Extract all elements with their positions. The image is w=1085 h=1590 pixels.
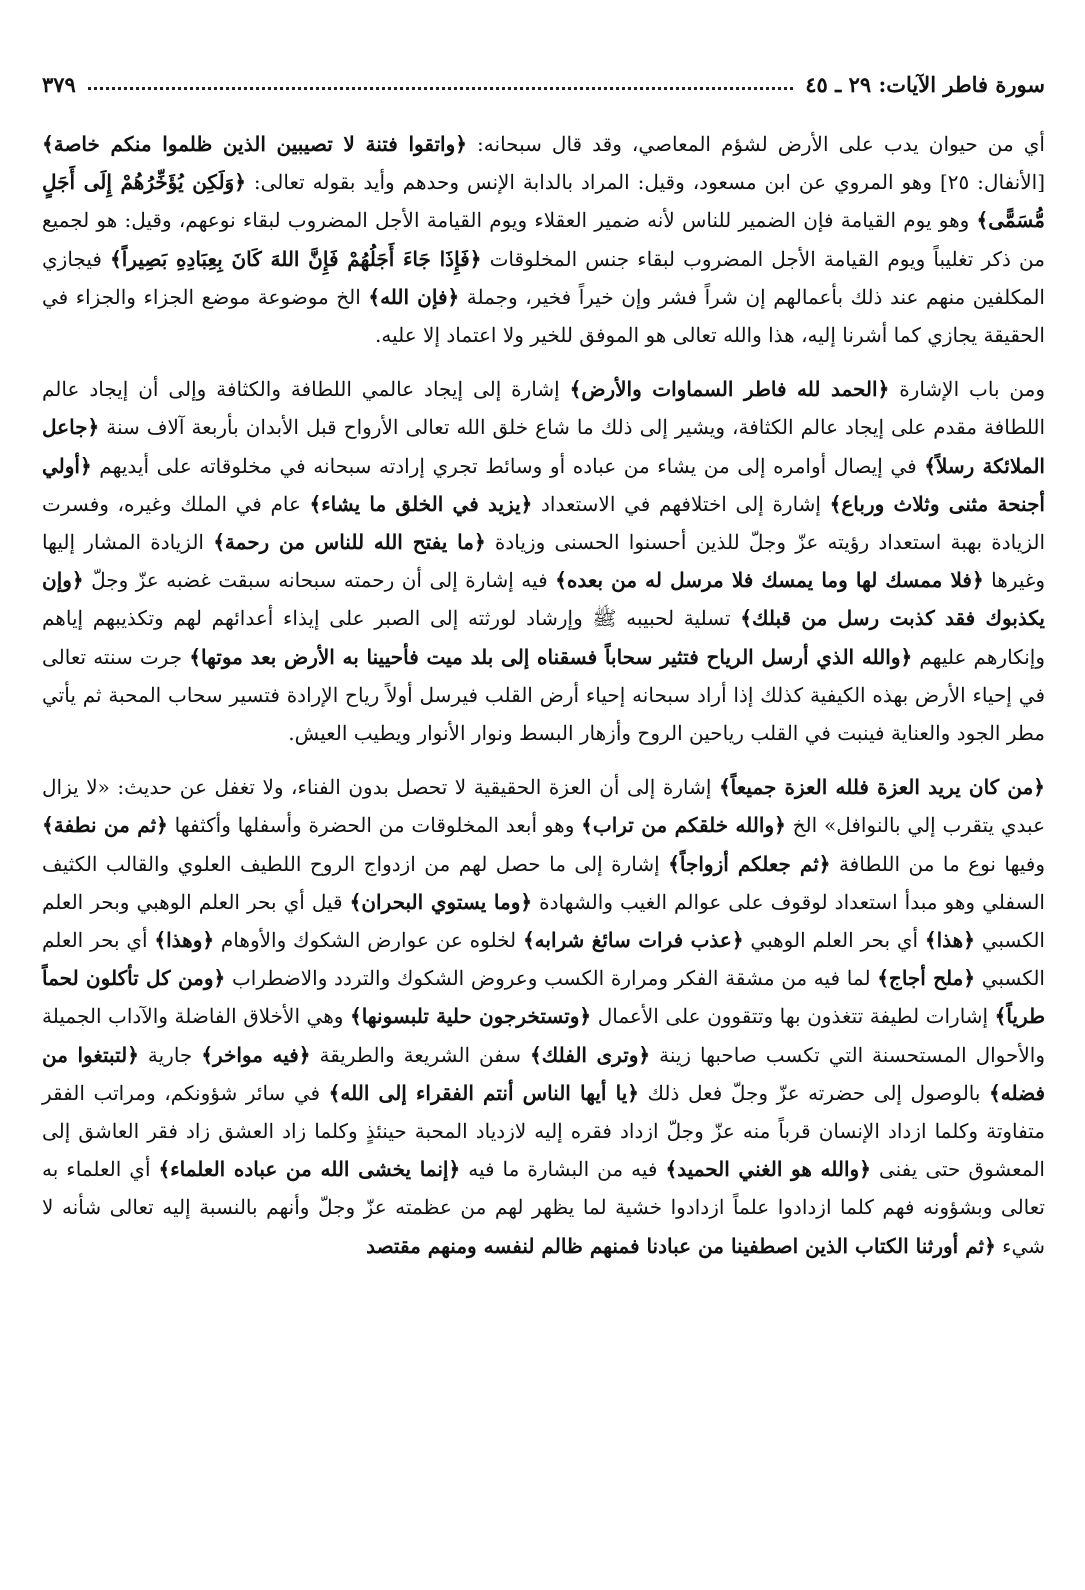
text-segment: فيه من البشارة ما فيه	[460, 1157, 666, 1182]
text-segment: أي بحر العلم الوهبي	[743, 928, 925, 953]
quran-quote: ﴿جاعل الملائكة رسلاً﴾	[42, 415, 1045, 478]
text-segment: أي العلماء به تعالى وبشؤونه فهم كلما ازدادوا علماً ازدادوا خشية لما يظهر لهم من عظمته عزّ وجلّ وأنهم بالنسبة إليه تعالى شأنه لا شيء	[42, 1157, 1045, 1258]
quran-quote: ﴿الحمد لله فاطر السماوات والأرض﴾	[569, 377, 890, 402]
quran-quote: ﴿فيه مواخر﴾	[201, 1042, 311, 1067]
quran-quote: ﴿يزيد في الخلق ما يشاء﴾	[309, 491, 533, 516]
quran-quote: ﴿وهذا﴾	[154, 928, 215, 953]
text-segment: فيه إشارة إلى أن رحمته سبحانه سبقت غضبه عزّ وجلّ	[83, 568, 556, 593]
text-segment: وفيها نوع ما من اللطافة	[830, 851, 1046, 876]
text-segment: قيل أي بحر العلم الوهبي وبحر العلم الكسبي	[42, 889, 1045, 953]
quran-quote: ﴿لتبتغوا من فضله﴾	[42, 1042, 1045, 1105]
quran-quote: ﴿والله خلقكم من تراب﴾	[581, 813, 786, 838]
page-header	[42, 60, 1045, 109]
text-segment: ومن باب الإشارة	[889, 377, 1045, 402]
quran-quote: ﴿وإن يكذبوك فقد كذبت رسل من قبلك﴾	[42, 568, 1045, 631]
paragraph	[42, 125, 1045, 354]
text-segment: في سائر شؤونكم، ومراتب الفقر متفاوتة وكلما ازداد الإنسان قرباً منه عزّ وجلّ ازداد فقره إليه لازدياد المحبة حينئذٍ وكلما زاد العشق زاد فقر العاشق إلى المعشوق حتى يفنى	[42, 1080, 1046, 1182]
quran-quote: ﴿فإن الله﴾	[368, 284, 460, 309]
quran-quote: ﴿ومن كل تأكلون لحماً طرياً﴾	[42, 966, 1045, 1029]
text-segment: وهي الأخلاق الفاضلة والآداب الجميلة والأحوال المستحسنة التي تكسب صاحبها زينة	[42, 1004, 1046, 1067]
text-segment: إشارة إلى ما حصل لهم من ازدواج الروح اللطيف العلوي والقالب الكثيف السفلي وهو مبدأ استعداد لوقوف على عوالم الغيب والشهادة	[42, 851, 1045, 914]
text-segment: [الأنفال: ٢٥] وهو المروي عن ابن مسعود، وقيل: المراد بالدابة الإنس وحدهم وأيد بقوله تعالى:	[245, 170, 1045, 195]
quran-quote: ﴿عذب فرات سائغ شرابه﴾	[522, 928, 744, 953]
quran-quote: ﴿وتستخرجون حلية تلبسونها﴾	[349, 1004, 592, 1029]
quran-quote: ﴿والله هو الغني الحميد﴾	[665, 1157, 871, 1182]
text-segment: وهو أبعد المخلوقات من الحضرة وأسفلها وأكثفها	[167, 813, 582, 838]
body-text	[42, 125, 1045, 1265]
text-segment: عام في الملك وغيره، وفسرت الزيادة بهبة استعداد رؤيته عزّ وجلّ للذين أحسنوا الحسنى وزيادة	[42, 491, 1045, 555]
quran-quote: ﴿ثم جعلكم أزواجاً﴾	[668, 851, 831, 876]
quran-quote: ﴿والله الذي أرسل الرياح فتثير سحاباً فسقناه إلى بلد ميت فأحيينا به الأرض بعد موتها﴾	[189, 644, 913, 669]
quran-quote: ﴿فَإِذَا جَاءَ أَجَلُهُمْ فَإِنَّ اللهَ كَانَ بِعِبَادِهِ بَصِيراً﴾	[110, 246, 482, 271]
text-segment: تسلية لحبيبه ﷺ وإرشاد لورثته إلى الصبر على إيذاء أعدائهم لهم وتكذيبهم إياهم وإنكارهم عليهم	[42, 606, 1045, 669]
quran-quote: ﴿ملح أجاج﴾	[877, 966, 976, 991]
quran-quote: ﴿فلا ممسك لها وما يمسك فلا مرسل له من بعده﴾	[555, 568, 984, 593]
surah-title: سورة فاطر الآيات: ٢٩ ـ ٤٥	[805, 71, 1045, 97]
text-segment: إشارة إلى إيجاد عالمي اللطافة والكثافة وإلى أن إيجاد عالم اللطافة مقدم على إيجاد عالم الكثافة، ويشير إلى ذلك ما شاع خلق الله تعالى الأرواح قبل الأبدان بأربعة آلاف سنة	[42, 377, 1045, 440]
text-segment: لما فيه من مشقة الفكر ومرارة الكسب وعروض الشكوك والتردد والاضطراب	[225, 966, 878, 991]
text-segment: إشارات لطيفة تتغذون بها وتتقوون على الأعمال	[591, 1004, 995, 1029]
text-segment: أي من حيوان يدب على الأرض لشؤم المعاصي، وقد قال سبحانه:	[467, 132, 1045, 156]
text-segment: أي بحر العلم الكسبي	[42, 928, 1045, 991]
quran-quote: ﴿وما يستوي البحران﴾	[349, 889, 533, 914]
text-segment: فيجازي المكلفين منهم عند ذلك بأعمالهم إن شراً فشر وإن خيراً فخير، وجملة	[42, 246, 1045, 309]
text-segment: جرت سنته تعالى في إحياء الأرض بهذه الكيفية كذلك إذا أراد سبحانه إحياء أرض القلب فيرسل أولاً رياح الإرادة فتسير سحاب المحبة ثم يأتي مطر الجود والعناية فينبت في القلب رياحين الروح وأزهار البسط ونوار الأنوار ويطيب العيش.	[42, 644, 1045, 746]
dot-leader	[88, 87, 793, 90]
text-segment: سفن الشريعة والطريقة	[310, 1042, 531, 1067]
quran-quote: ﴿وترى الفلك﴾	[530, 1042, 651, 1067]
quran-quote: ﴿هذا﴾	[924, 928, 975, 953]
text-segment: إشارة إلى أن العزة الحقيقية لا تحصل بدون الفناء، ولا تغفل عن حديث: «لا يزال عبدي يتقرب إلي بالنوافل» الخ	[42, 775, 1046, 838]
text-segment: إشارة إلى اختلافهم في الاستعداد	[532, 491, 830, 516]
text-segment: لخلوه عن عوارض الشكوك والأوهام	[214, 928, 523, 953]
quran-quote: ﴿واتقوا فتنة لا تصيبين الذين ظلموا منكم خاصة﴾	[42, 132, 467, 156]
quran-quote: ﴿إنما يخشى الله من عباده العلماء﴾	[158, 1157, 461, 1182]
page-number: ٣٧٩	[42, 71, 76, 97]
text-segment: في إيصال أوامره إلى من يشاء من عباده أو وسائط تجري إرادته سبحانه في مخلوقاته على أيديهم	[91, 453, 925, 478]
paragraph	[42, 768, 1045, 1265]
text-segment: جارية	[138, 1042, 202, 1067]
text-segment: وهو يوم القيامة فإن الضمير للناس لأنه ضمير العقلاء ويوم القيامة الأجل المضروب لبقاء نوعهم، وقيل: هو لجميع من ذكر تغليباً ويوم القيامة الأجل المضروب لبقاء جنس المخلوقات	[42, 208, 1045, 271]
text-segment: بالوصول إلى حضرته عزّ وجلّ فعل ذلك	[638, 1080, 990, 1105]
text-segment: الخ موضوعة موضع الجزاء والجزاء في الحقيقة يجازي كما أشرنا إليه، هذا والله تعالى هو الموفق للخير ولا اعتماد إلا عليه.	[42, 284, 1045, 348]
quran-quote: ﴿من كان يريد العزة فلله العزة جميعاً﴾	[718, 775, 1046, 800]
quran-quote: ﴿يا أيها الناس أنتم الفقراء إلى الله﴾	[328, 1080, 639, 1105]
quran-quote: ﴿وَلَكِن يُؤَخِّرُهُمْ إِلَى أَجَلٍ مُّسَمًّى﴾	[42, 170, 1045, 233]
quran-quote: ﴿ثم من نطفة﴾	[42, 813, 168, 838]
paragraph	[42, 370, 1045, 752]
quran-quote: ﴿ثم أورثنا الكتاب الذين اصطفينا من عبادنا فمنهم ظالم لنفسه ومنهم مقتصد	[366, 1233, 996, 1258]
quran-quote: ﴿ما يفتح الله للناس من رحمة﴾	[213, 530, 486, 555]
text-segment: الزيادة المشار إليها وغيرها	[42, 530, 1046, 593]
quran-quote: ﴿أولي أجنحة مثنى وثلاث ورباع﴾	[42, 453, 1045, 516]
